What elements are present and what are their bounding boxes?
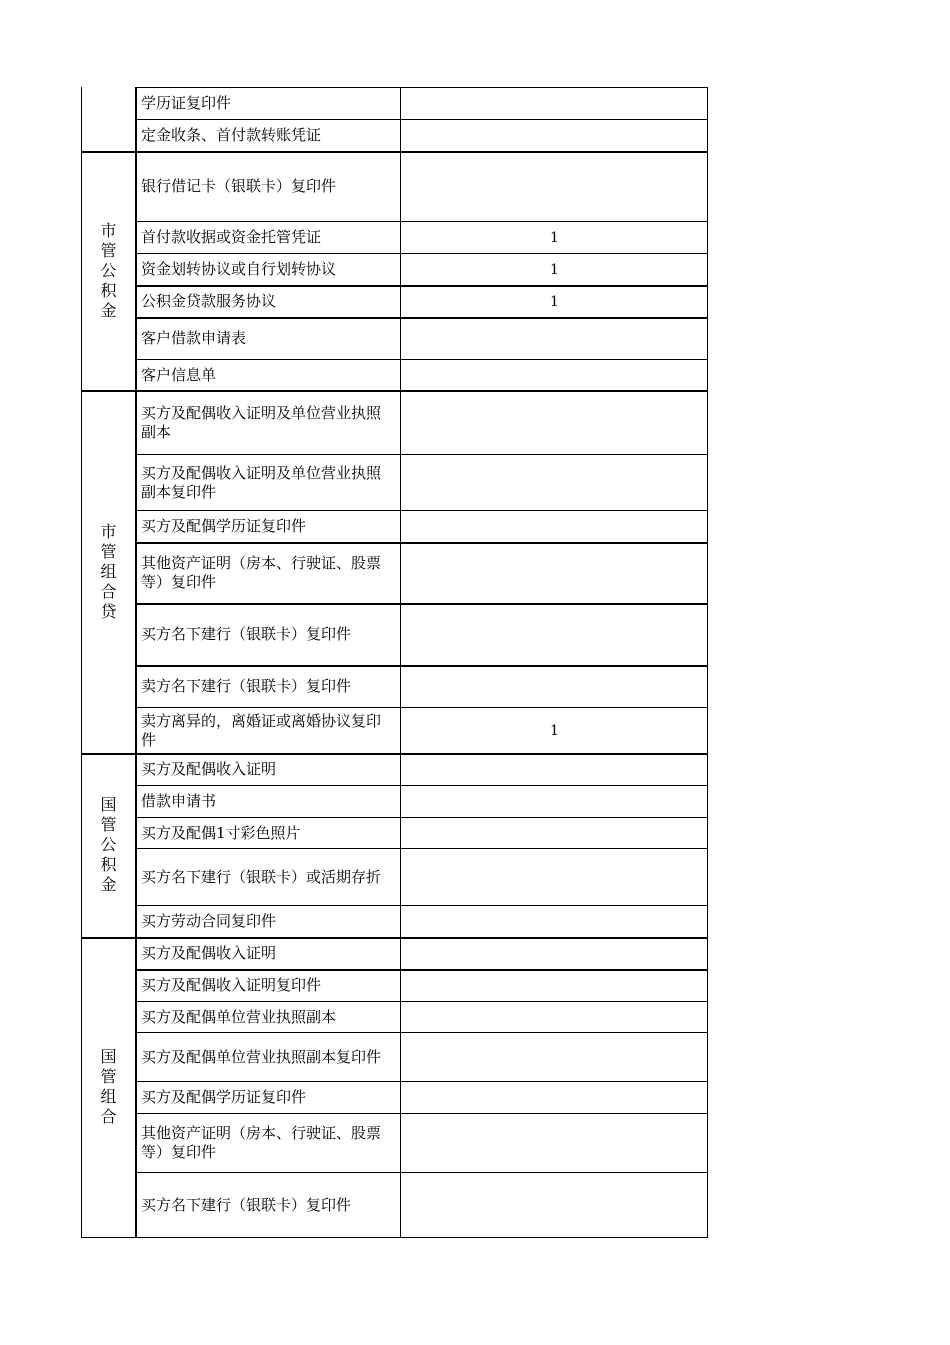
table-row-item: 买方及配偶收入证明 — [141, 760, 277, 778]
table-row-item: 卖方离异的，离婚证或离婚协议复印件 — [141, 711, 382, 749]
row-border — [135, 1081, 708, 1082]
table-row-item: 买方名下建行（银联卡）或活期存折 — [141, 867, 382, 886]
row-border — [135, 1001, 708, 1002]
table-row-value — [402, 971, 707, 1000]
table-row-value — [402, 456, 707, 509]
row-border — [135, 785, 708, 786]
row-border — [135, 1172, 708, 1173]
table-row-value — [402, 544, 707, 602]
row-border — [135, 253, 708, 254]
row-border — [135, 905, 708, 906]
row-border — [135, 817, 708, 818]
item-column-border — [400, 87, 401, 1238]
table-row-value — [402, 605, 707, 664]
table-row-value — [402, 850, 707, 904]
table-row-item: 买方及配偶收入证明 — [141, 944, 277, 962]
table-row-value — [402, 667, 707, 706]
table-row-item: 客户信息单 — [141, 365, 217, 384]
table-row-item: 买方及配偶收入证明及单位营业执照副本 — [141, 403, 382, 441]
table-row-item: 买方及配偶学历证复印件 — [141, 1088, 307, 1106]
row-border — [135, 454, 708, 455]
table-row-item: 买方名下建行（银联卡）复印件 — [141, 625, 352, 643]
table-row-value — [402, 1115, 707, 1171]
table-row-item: 银行借记卡（银联卡）复印件 — [141, 177, 337, 195]
table-row-item: 买方及配偶1寸彩色照片 — [141, 823, 301, 842]
table-row-value — [402, 819, 707, 847]
table-row-item: 首付款收据或资金托管凭证 — [141, 228, 322, 246]
table-row-item: 其他资产证明（房本、行驶证、股票等）复印件 — [141, 554, 382, 591]
table-row-value — [402, 1034, 707, 1080]
row-border — [135, 510, 708, 511]
group-label: 市 管 公 积 金 — [100, 220, 117, 320]
table-row-item: 卖方名下建行（银联卡）复印件 — [141, 677, 352, 695]
table-row-item: 学历证复印件 — [141, 94, 232, 112]
row-border — [135, 221, 708, 222]
table-row-item: 买方及配偶收入证明复印件 — [141, 976, 322, 994]
table-row-value — [402, 1083, 707, 1112]
table-row-value — [402, 939, 707, 968]
table-row-value — [402, 361, 707, 389]
table-row-value — [402, 319, 707, 358]
table-row-value: 1 — [550, 722, 559, 739]
table-row-item: 买方及配偶单位营业执照副本复印件 — [141, 1047, 382, 1066]
table-row-value — [402, 392, 707, 453]
table-row-item: 买方及配偶单位营业执照副本 — [141, 1007, 337, 1026]
group-label: 国 管 组 合 — [100, 1047, 117, 1126]
table-row-value — [402, 512, 707, 541]
table-row-item: 定金收条、首付款转账凭证 — [141, 126, 322, 144]
table-row-item: 公积金贷款服务协议 — [141, 292, 277, 310]
row-border — [135, 359, 708, 360]
table-row-value — [402, 1003, 707, 1031]
table-row-item: 客户借款申请表 — [141, 329, 247, 347]
group-label: 市 管 组 合 贷 — [100, 521, 117, 621]
table-row-value — [402, 1174, 707, 1236]
row-border — [81, 1237, 708, 1238]
row-border — [135, 1113, 708, 1114]
table-row-value — [402, 787, 707, 816]
table-row-item: 买方及配偶学历证复印件 — [141, 517, 307, 535]
table-row-value — [402, 153, 707, 220]
group-label — [82, 87, 135, 151]
table-row-value: 1 — [550, 293, 559, 310]
table-row-item: 资金划转协议或自行划转协议 — [141, 260, 337, 278]
table-row-item: 买方劳动合同复印件 — [141, 912, 277, 930]
table-row-item: 其他资产证明（房本、行驶证、股票等）复印件 — [141, 1124, 382, 1161]
group-column-border — [135, 87, 137, 1238]
row-border — [135, 119, 708, 120]
table-right-border — [707, 87, 708, 1238]
table-row-value — [402, 121, 707, 150]
table-row-value: 1 — [550, 261, 559, 278]
table-row-item: 买方名下建行（银联卡）复印件 — [141, 1195, 352, 1214]
table-row-value — [402, 755, 707, 784]
row-border — [135, 707, 708, 708]
table-row-value — [402, 89, 707, 118]
table-row-item: 买方及配偶收入证明及单位营业执照副本复印件 — [141, 463, 382, 501]
group-label: 国 管 公 积 金 — [100, 795, 117, 894]
row-border — [135, 87, 708, 88]
row-border — [135, 1032, 708, 1033]
table-row-item: 借款申请书 — [141, 792, 217, 810]
table-row-value: 1 — [550, 229, 559, 246]
row-border — [135, 848, 708, 849]
table-row-value — [402, 907, 707, 936]
